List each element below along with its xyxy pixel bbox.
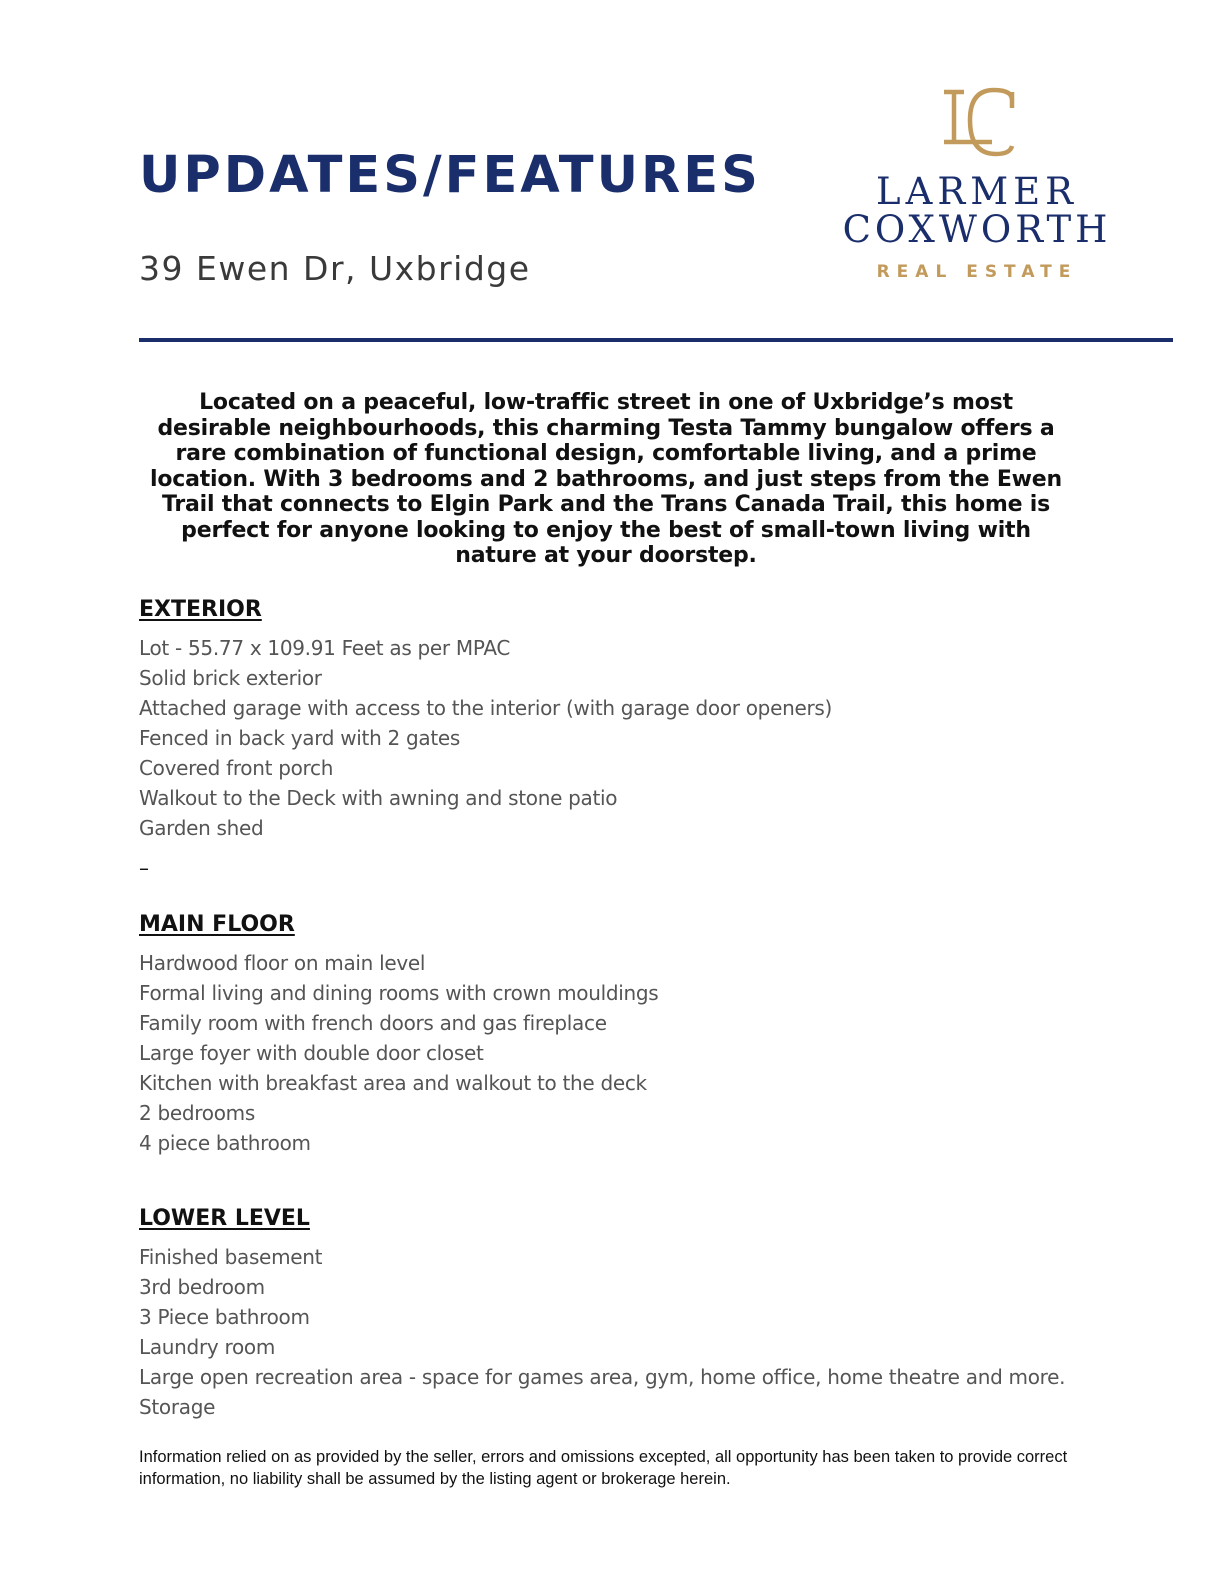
logo-wordmark-coxworth: COXWORTH: [842, 208, 1112, 251]
list-item: Covered front porch: [139, 756, 334, 780]
logo-wordmark-larmer: LARMER: [876, 170, 1078, 213]
list-item: Laundry room: [139, 1335, 275, 1359]
brokerage-logo: [826, 80, 1128, 290]
list-item: Fenced in back yard with 2 gates: [139, 726, 461, 750]
list-item: Walkout to the Deck with awning and stone patio: [139, 786, 618, 810]
main-floor-section: [139, 912, 1099, 1158]
intro-paragraph: Located on a peaceful, low-traffic street in one of Uxbridge’s most desirable neighbourhoods, this charming Testa Tammy bungalow offers a rare combination of functional design, comfortable living, and a prime location. With 3 bedrooms and 2 bathrooms, and just steps from the Ewen Trail that connects to Elgin Park and the Trans Canada Trail, this home is perfect for anyone looking to enjoy the best of small-town living with nature at your doorstep.: [150, 390, 1062, 568]
exterior-heading: EXTERIOR: [139, 597, 262, 622]
exterior-list: [139, 633, 1099, 843]
list-item: Formal living and dining rooms with crown mouldings: [139, 981, 659, 1005]
list-item: 3 Piece bathroom: [139, 1305, 310, 1329]
property-address: 39 Ewen Dr, Uxbridge: [139, 249, 531, 288]
logo-tagline: REAL ESTATE: [876, 262, 1078, 282]
page-title: UPDATES/FEATURES: [139, 146, 761, 205]
list-item: Finished basement: [139, 1245, 323, 1269]
list-item: Storage: [139, 1395, 216, 1419]
disclaimer: Information relied on as provided by the seller, errors and omissions excepted, all opportunity has been taken to provide correct information, no liability shall be assumed by the listing agent or brokerage herein.: [139, 1448, 1068, 1488]
list-item: Solid brick exterior: [139, 666, 322, 690]
list-item: Large foyer with double door closet: [139, 1041, 484, 1065]
section-separator: –: [139, 856, 149, 880]
lower-level-section: [139, 1206, 1099, 1422]
main-floor-heading: MAIN FLOOR: [139, 912, 295, 937]
list-item: Garden shed: [139, 816, 264, 840]
list-item: 2 bedrooms: [139, 1101, 255, 1125]
list-item: Family room with french doors and gas fireplace: [139, 1011, 607, 1035]
header-divider: [139, 338, 1173, 342]
main-floor-list: [139, 948, 1099, 1158]
list-item: Kitchen with breakfast area and walkout to the deck: [139, 1071, 647, 1095]
list-item: Large open recreation area - space for games area, gym, home office, home theatre and more.: [139, 1365, 1066, 1389]
list-item: Hardwood floor on main level: [139, 951, 426, 975]
list-item: Lot - 55.77 x 109.91 Feet as per MPAC: [139, 636, 511, 660]
exterior-section: [139, 597, 1099, 843]
lower-level-heading: LOWER LEVEL: [139, 1206, 310, 1231]
lower-level-list: [139, 1242, 1099, 1422]
list-item: 4 piece bathroom: [139, 1131, 311, 1155]
list-item: Attached garage with access to the interior (with garage door openers): [139, 696, 833, 720]
lc-monogram-icon: [940, 86, 1016, 158]
list-item: 3rd bedroom: [139, 1275, 265, 1299]
